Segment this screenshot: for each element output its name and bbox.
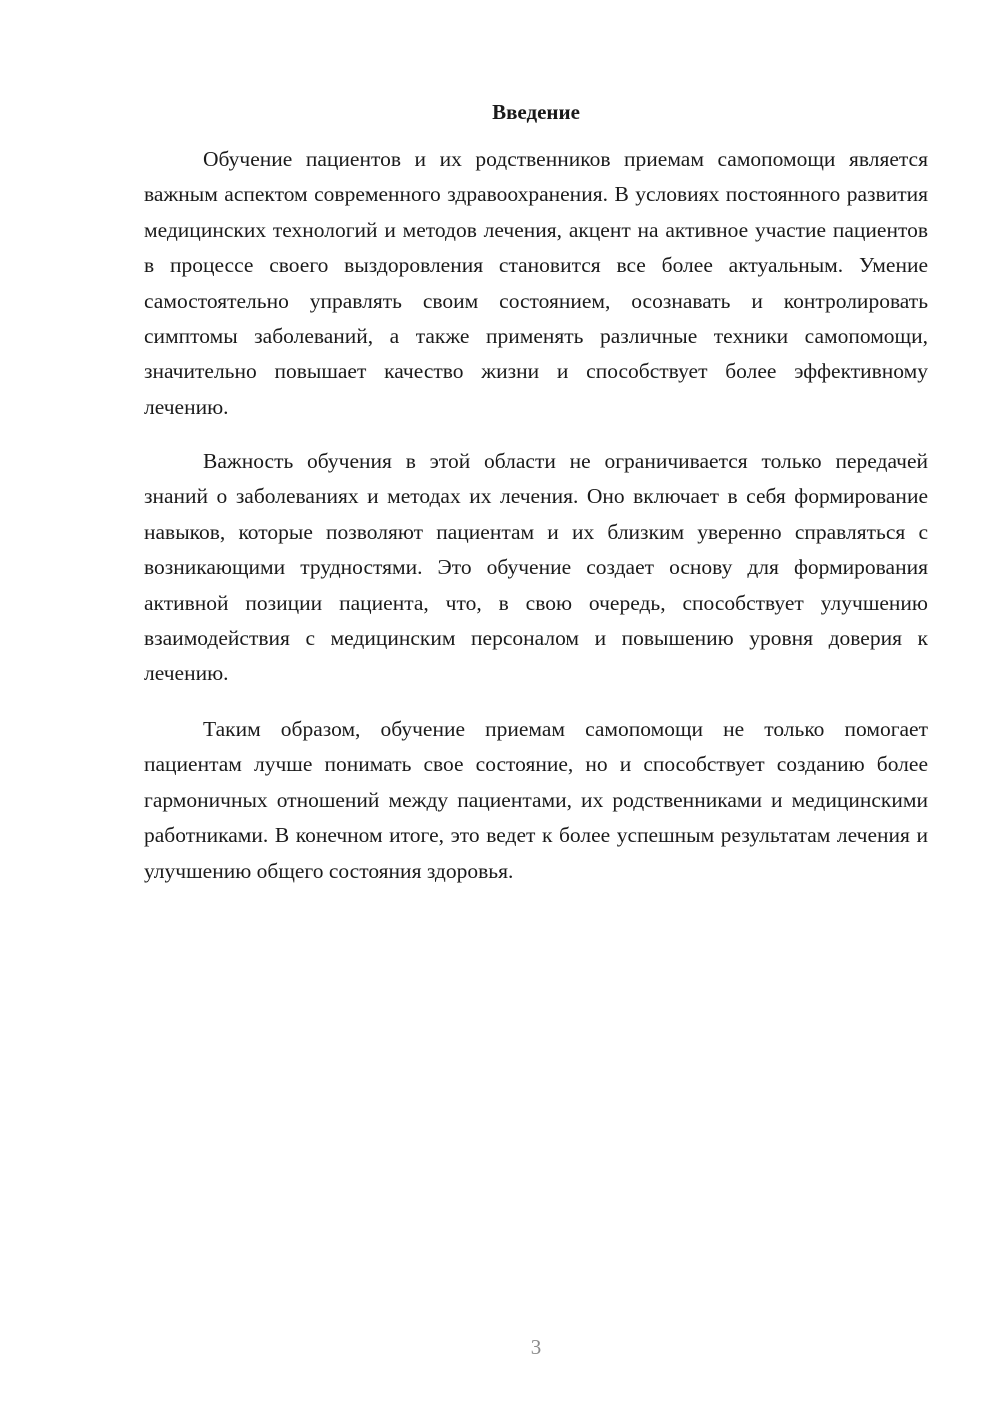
paragraph-3: Таким образом, обучение приемам самопомощи не только помогает пациентам лучше понимать свое состояние, но и способствует созданию более гармоничных отношений между пациентами, их родственниками и медицинскими работниками. В конечном итоге, это ведет к более успешным результатам лечения и улучшению общего состояния здоровья. [144, 717, 928, 883]
paragraph-2: Важность обучения в этой области не ограничивается только передачей знаний о заболеваниях и методах их лечения. Оно включает в себя формирование навыков, которые позволяют пациентам и их близким уверенно справляться с возникающими трудностями. Это обучение создает основу для формирования активной позиции пациента, что, в свою очередь, способствует улучшению взаимодействия с медицинским персоналом и повышению уровня доверия к лечению. [144, 449, 928, 686]
paragraph-1: Обучение пациентов и их родственников приемам самопомощи является важным аспектом современного здравоохранения. В условиях постоянного развития медицинских технологий и методов лечения, акцент на активное участие пациентов в процессе своего выздоровления становится все более актуальным. Умение самостоятельно управлять своим состоянием, осознавать и контролировать симптомы заболеваний, а также применять различные техники самопомощи, значительно повышает качество жизни и способствует более эффективному лечению. [144, 147, 928, 419]
page-number: 3 [530, 1335, 542, 1359]
page-title: Введение [492, 100, 580, 124]
